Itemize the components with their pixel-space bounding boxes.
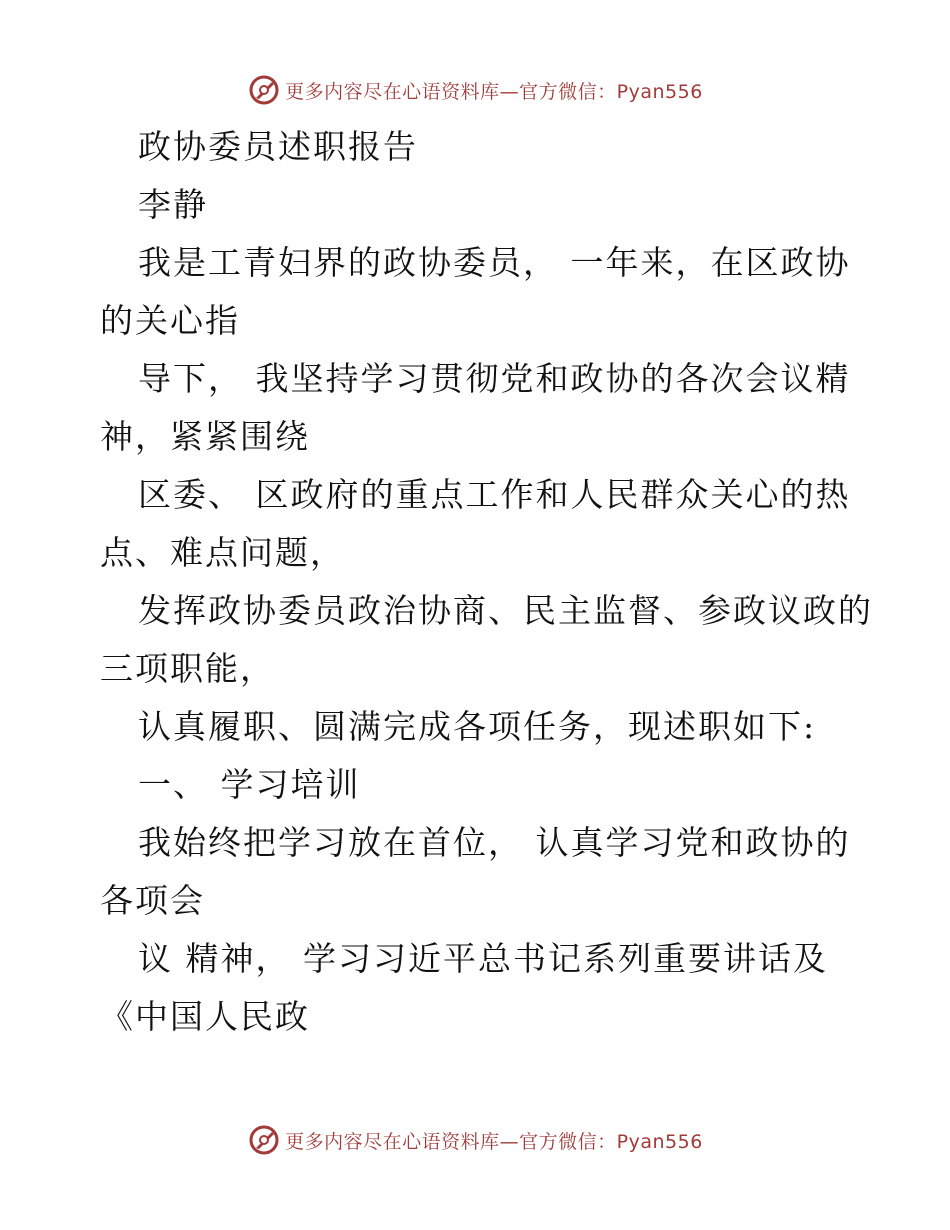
text-line: 李静 <box>138 185 208 224</box>
text-line: 议 精神， 学习习近平总书记系列重要讲话及 <box>138 939 828 978</box>
document-body <box>100 118 873 1046</box>
text-line: 发挥政协委员政治协商、民主监督、参政议政的 <box>138 591 873 630</box>
text-line: 导下， 我坚持学习贯彻党和政协的各次会议精 <box>138 359 851 398</box>
text-line: 神，紧紧围绕 <box>100 417 310 456</box>
quill-circle-icon <box>247 73 281 107</box>
text-line: 一、 学习培训 <box>138 765 361 804</box>
footer-banner <box>0 1120 950 1160</box>
text-line: 区委、 区政府的重点工作和人民群众关心的热 <box>138 475 851 514</box>
text-line: 《中国人民政 <box>100 997 310 1036</box>
header-banner <box>0 70 950 110</box>
text-line: 我是工青妇界的政协委员， 一年来，在区政协 <box>138 243 851 282</box>
text-line: 政协委员述职报告 <box>138 127 418 166</box>
text-line: 各项会 <box>100 881 205 920</box>
text-line: 认真履职、圆满完成各项任务，现述职如下: <box>138 707 817 746</box>
banner-text: 更多内容尽在心语资料库—官方微信：Pyan556 <box>285 1130 703 1153</box>
text-line: 三项职能， <box>100 649 275 688</box>
banner-text: 更多内容尽在心语资料库—官方微信：Pyan556 <box>285 80 703 103</box>
text-line: 的关心指 <box>100 301 240 340</box>
text-line: 我始终把学习放在首位， 认真学习党和政协的 <box>138 823 851 862</box>
text-line: 点、难点问题， <box>100 533 345 572</box>
quill-circle-icon <box>247 1123 281 1157</box>
